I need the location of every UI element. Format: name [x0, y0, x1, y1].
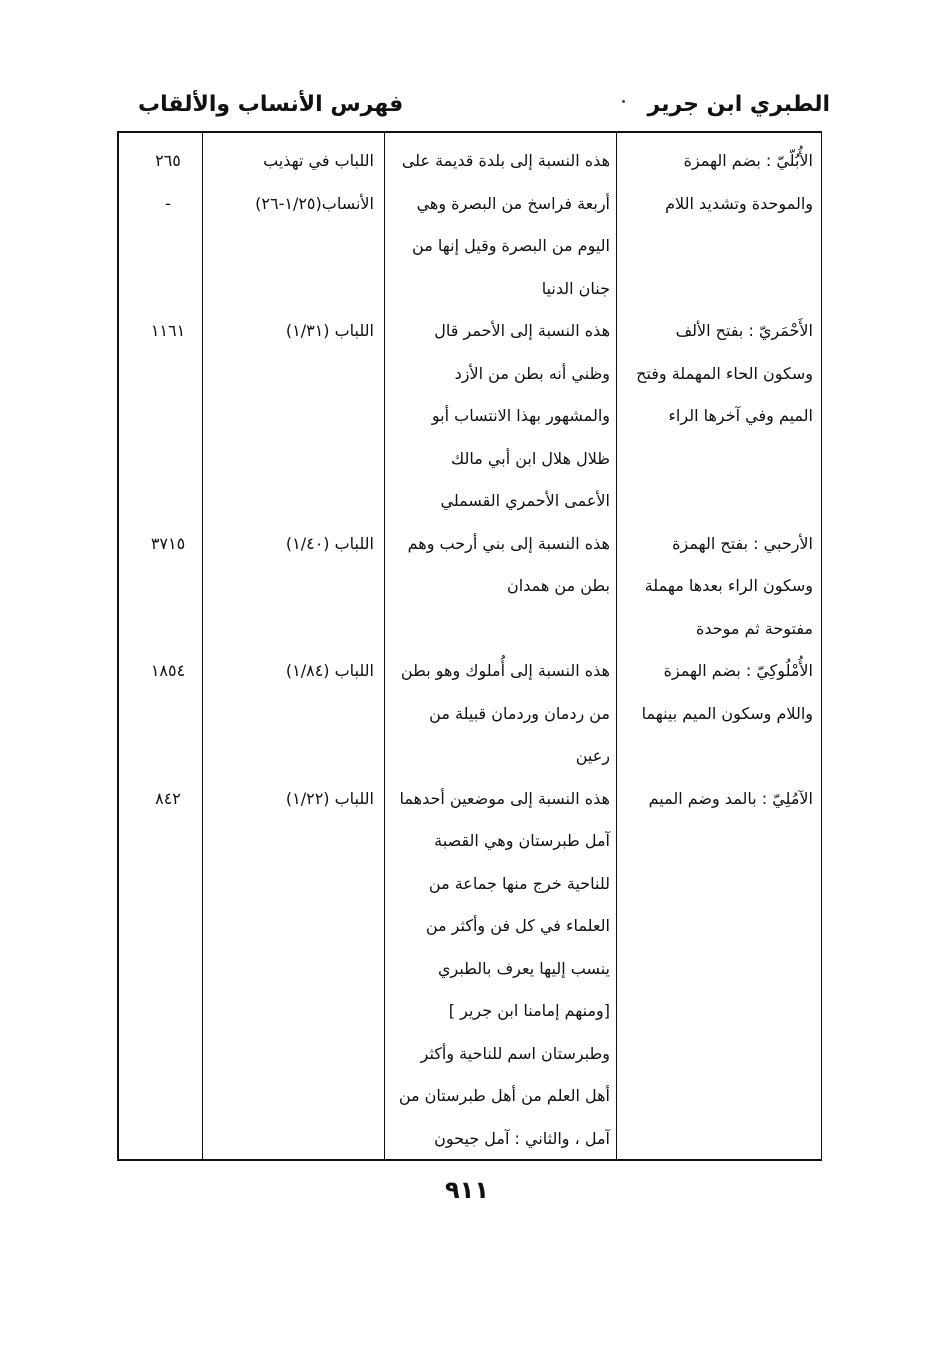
entry-description-line: [ومنهم إمامنا ابن جرير ]	[448, 1001, 610, 1020]
table-row	[119, 140, 821, 310]
entry-description-line: وطبرستان اسم للناحية وأكثر	[420, 1043, 610, 1063]
entry-description-line: هذه النسبة إلى أُملوك وهو بطن	[400, 661, 610, 680]
entry-description	[390, 650, 610, 778]
entry-term	[633, 140, 813, 225]
entry-number	[135, 140, 201, 225]
entry-term-line: الأَحْمَريّ : بفتح الألف	[675, 321, 813, 340]
page-number: ٩١١	[445, 1176, 489, 1204]
entry-description-line: من ردمان وردمان قبيلة من	[429, 703, 610, 723]
entry-description-line: هذه النسبة إلى موضعين أحدهما	[399, 788, 610, 808]
entry-description-line: ينسب إليها يعرف بالطبري	[437, 958, 610, 978]
entry-term-line: واللام وسكون الميم بينهما	[641, 703, 813, 723]
entry-description-line: هذه النسبة إلى بني أرحب وهم	[407, 533, 610, 553]
entry-description-line: هذه النسبة إلى بلدة قديمة على	[401, 151, 610, 170]
section-title: فهرس الأنساب والألقاب	[138, 92, 404, 117]
header-dot	[622, 100, 625, 103]
entry-number	[135, 310, 201, 353]
entry-description-line: جنان الدنيا	[541, 278, 610, 298]
entry-description	[390, 778, 610, 1161]
book-title: الطبري ابن جرير	[647, 92, 830, 117]
table-row	[119, 310, 821, 523]
entry-number-line: ١١٦١	[150, 321, 186, 340]
entry-description-line: أهل العلم من أهل طبرستان من	[398, 1086, 610, 1105]
entry-number	[135, 778, 201, 821]
entry-source	[184, 778, 374, 821]
entry-source	[184, 140, 374, 225]
entry-number-line: ٢٦٥	[155, 151, 181, 170]
entry-description-line: هذه النسبة إلى الأحمر قال	[434, 321, 610, 340]
entry-description-line: والمشهور بهذا الانتساب أبو	[431, 406, 610, 425]
entry-term-line: الأُبُلّيّ : بضم الهمزة	[683, 151, 813, 170]
entry-term-line: الأُمْلُوكِيّ : بضم الهمزة	[663, 661, 813, 680]
entry-description-line: رعين	[575, 746, 610, 765]
table-row	[119, 778, 821, 1161]
entry-source-line: اللباب (١/٢٢)	[285, 788, 374, 808]
entry-description-line: آمل طبرستان وهي القصبة	[434, 831, 610, 850]
entry-description-line: اليوم من البصرة وقيل إنها من	[412, 236, 610, 255]
table-row	[119, 650, 821, 778]
entry-description	[390, 140, 610, 310]
table-row	[119, 523, 821, 651]
entry-source-line: اللباب (١/٣١)	[285, 321, 374, 340]
entry-description	[390, 523, 610, 608]
entry-number-line: -	[165, 193, 171, 213]
entry-source	[184, 523, 374, 566]
entry-term-line: والموحدة وتشديد اللام	[665, 193, 813, 213]
entry-source-line: اللباب (١/٤٠)	[285, 533, 374, 553]
entry-term-line: وسكون الراء بعدها مهملة	[644, 576, 813, 595]
entry-term	[633, 523, 813, 651]
entry-term-line: مفتوحة ثم موحدة	[695, 618, 813, 638]
entry-term-line: الميم وفي آخرها الراء	[668, 406, 813, 425]
entry-source	[184, 650, 374, 693]
entry-source-line: الأنساب(١/٢٥-٢٦)	[255, 193, 374, 213]
entry-number-line: ١٨٥٤	[150, 661, 186, 680]
entry-term	[633, 310, 813, 438]
entry-number-line: ٣٧١٥	[150, 533, 186, 553]
index-table	[119, 140, 821, 1160]
entry-description-line: العلماء في كل فن وأكثر من	[425, 916, 610, 935]
entry-source-line: اللباب في تهذيب	[263, 151, 374, 170]
entry-number	[135, 523, 201, 566]
entry-description-line: للناحية خرج منها جماعة من	[428, 873, 610, 893]
entry-source	[184, 310, 374, 353]
entry-description-line: الأعمى الأحمري القسملي	[440, 491, 610, 510]
entry-description-line: آمل ، والثاني : آمل جيحون	[434, 1128, 610, 1148]
entry-source-line: اللباب (١/٨٤)	[285, 661, 374, 680]
entry-description-line: وظني أنه بطن من الأزد	[454, 363, 610, 383]
entry-number-line: ٨٤٢	[155, 788, 181, 808]
entry-number	[135, 650, 201, 693]
entry-description	[390, 310, 610, 523]
entry-term-line: وسكون الحاء المهملة وفتح	[636, 363, 813, 383]
entry-term	[633, 650, 813, 735]
entry-term-line: الآمُلِيّ : بالمد وضم الميم	[648, 788, 813, 808]
entry-description-line: ظلال هلال ابن أبي مالك	[451, 448, 610, 468]
entry-description-line: بطن من همدان	[507, 576, 610, 595]
entry-term-line: الأرحبي : بفتح الهمزة	[672, 533, 813, 553]
entry-term	[633, 778, 813, 821]
entry-description-line: أربعة فراسخ من البصرة وهي	[416, 193, 610, 213]
